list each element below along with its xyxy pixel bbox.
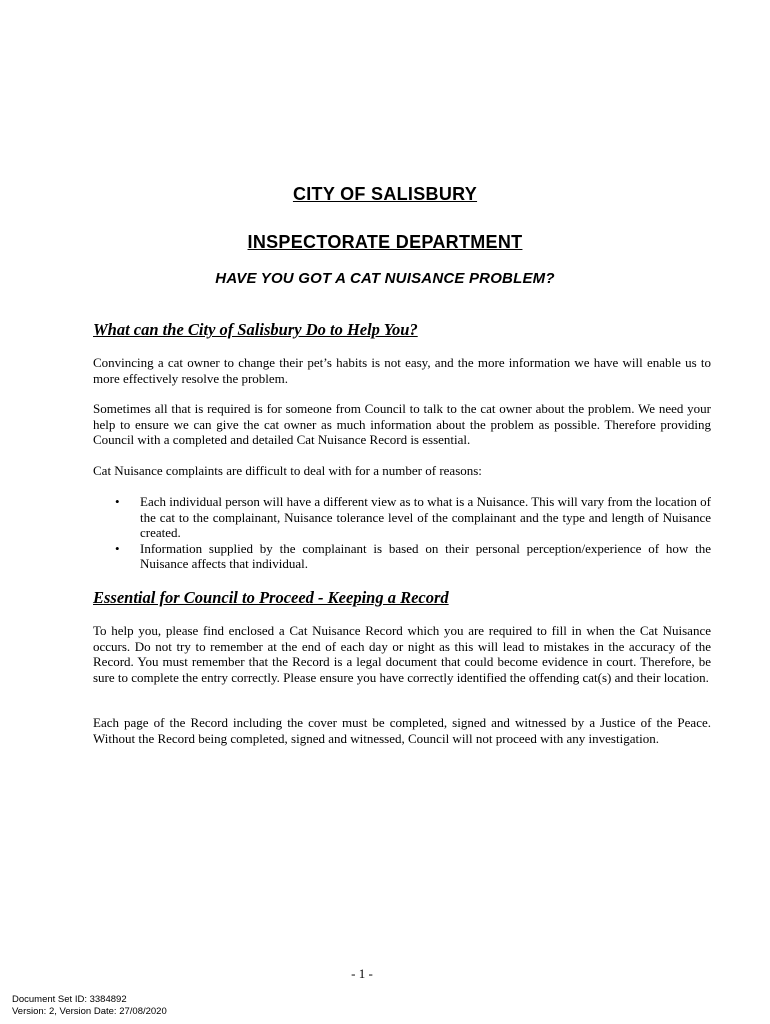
document-subtitle: HAVE YOU GOT A CAT NUISANCE PROBLEM? bbox=[215, 270, 555, 287]
section1-paragraph-2: Sometimes all that is required is for someone from Council to talk to the cat owner about the problem. We need your help to ensure we can give the cat owner as much information about the problem as possible. Therefore providing Council with a completed and detailed Cat Nuisance Record is essential. bbox=[93, 401, 711, 447]
section1-paragraph-1: Convincing a cat owner to change their pet’s habits is not easy, and the more information we have will enable us to more effectively resolve the problem. bbox=[93, 355, 711, 386]
list-item bbox=[93, 494, 711, 541]
page-number: - 1 - bbox=[351, 966, 373, 981]
footer-version: Version: 2, Version Date: 27/08/2020 bbox=[12, 1006, 167, 1017]
list-item-text: Information supplied by the complainant is based on their personal perception/experience of how the Nuisance affects that individual. bbox=[140, 540, 711, 571]
list-item-text: Each individual person will have a different view as to what is a Nuisance. This will vary from the location of the cat to the complainant, Nuisance tolerance level of the complainant and the type and length of Nuisance created. bbox=[140, 494, 712, 540]
section1-heading: What can the City of Salisbury Do to Help You? bbox=[93, 320, 418, 339]
department-title: INSPECTORATE DEPARTMENT bbox=[247, 232, 523, 252]
footer-document-set-id: Document Set ID: 3384892 bbox=[12, 994, 127, 1005]
section2-paragraph-2: Each page of the Record including the cover must be completed, signed and witnessed by a Justice of the Peace. Without the Record being completed, signed and witnessed, Council will not proceed with any investigation. bbox=[93, 715, 711, 746]
section2-paragraph-1: To help you, please find enclosed a Cat Nuisance Record which you are required to fill in when the Cat Nuisance occurs. Do not try to remember at the end of each day or night as this will lead to mistakes in the accuracy of the Record. You must remember that the Record is a legal document that could become evidence in court. Therefore, be sure to complete the entry correctly. Please ensure you have correctly identified the offending cat(s) and their location. bbox=[93, 623, 711, 685]
list-item bbox=[93, 541, 711, 572]
bullet-icon: • bbox=[115, 494, 120, 509]
bullet-icon: • bbox=[115, 540, 120, 556]
section2-heading: Essential for Council to Proceed - Keeping a Record bbox=[93, 588, 449, 607]
document-title: CITY OF SALISBURY bbox=[292, 184, 478, 204]
section1-paragraph-3: Cat Nuisance complaints are difficult to deal with for a number of reasons: bbox=[93, 463, 482, 478]
reasons-list bbox=[93, 494, 711, 572]
